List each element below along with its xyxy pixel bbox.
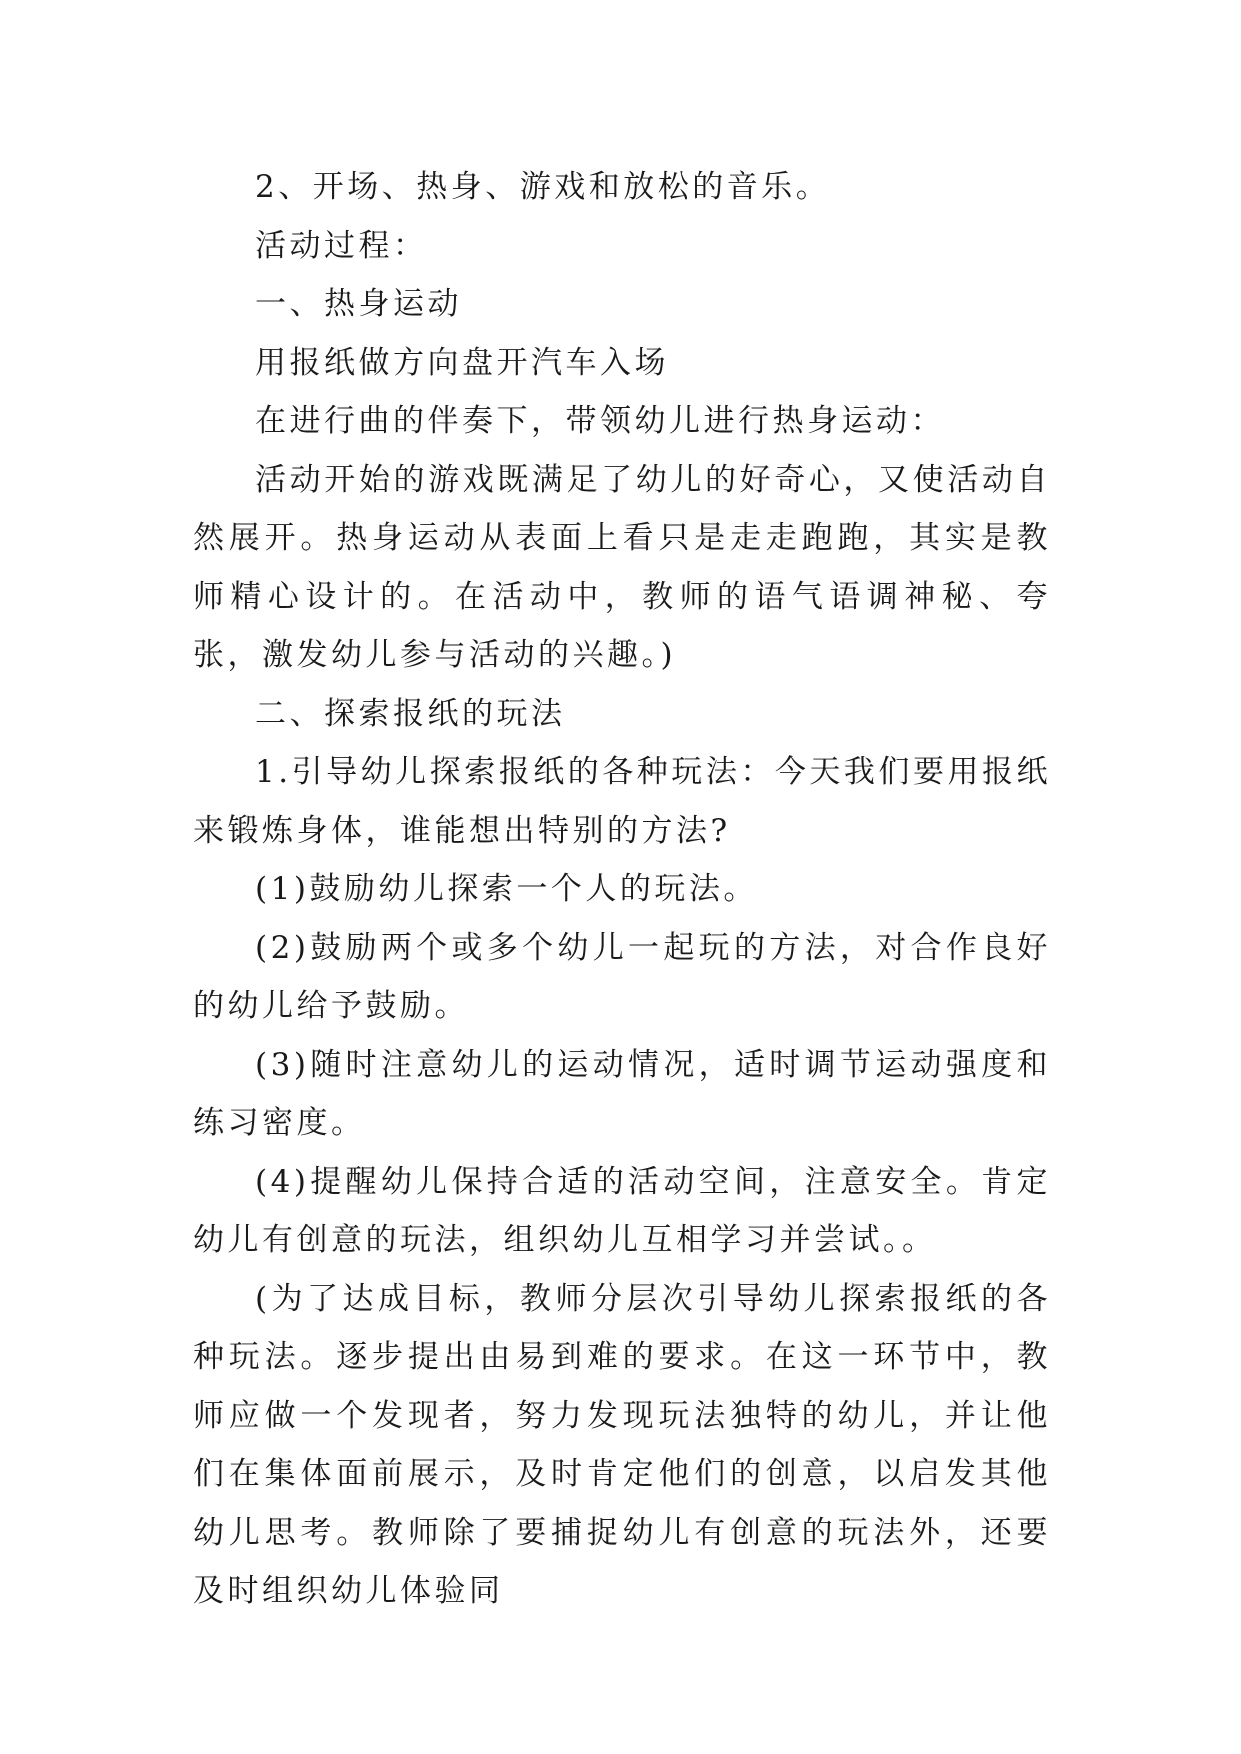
- paragraph-warmup-heading: 一、热身运动: [255, 286, 462, 322]
- paragraph-substep-4: (4)提醒幼儿保持合适的活动空间，注意安全。肯定幼儿有创意的玩法，组织幼儿互相学习并尝试。。: [193, 1163, 1051, 1258]
- paragraph-steering-wheel-entry: 用报纸做方向盘开汽车入场: [255, 344, 669, 381]
- paragraph-materials-music: 2、开场、热身、游戏和放松的音乐。: [255, 169, 831, 205]
- paragraph-substep-1: (1)鼓励幼儿探索一个人的玩法。: [255, 871, 758, 907]
- document-body: [193, 158, 1051, 1621]
- paragraph-substep-2: (2)鼓励两个或多个幼儿一起玩的方法，对合作良好的幼儿给予鼓励。: [193, 929, 1051, 1024]
- paragraph-warmup-commentary: 活动开始的游戏既满足了幼儿的好奇心，又使活动自然展开。热身运动从表面上看只是走走跑跑，其实是教师精心设计的。在活动中，教师的语气语调神秘、夸张，激发幼儿参与活动的兴趣。): [193, 461, 1051, 673]
- paragraph-explore-step-1: 1.引导幼儿探索报纸的各种玩法：今天我们要用报纸来锻炼身体，谁能想出特别的方法?: [193, 754, 1051, 849]
- paragraph-explore-heading: 二、探索报纸的玩法: [255, 695, 566, 732]
- paragraph-substep-3: (3)随时注意幼儿的运动情况，适时调节运动强度和练习密度。: [193, 1046, 1051, 1141]
- paragraph-activity-process-heading: 活动过程：: [255, 227, 428, 264]
- paragraph-march-warmup: 在进行曲的伴奏下，带领幼儿进行热身运动：: [255, 403, 945, 439]
- paragraph-explore-commentary: (为了达成目标，教师分层次引导幼儿探索报纸的各种玩法。逐步提出由易到难的要求。在这一环节中，教师应做一个发现者，努力发现玩法独特的幼儿，并让他们在集体面前展示，及时肯定他们的创意，以启发其他幼儿思考。教师除了要捕捉幼儿有创意的玩法外，还要及时组织幼儿体验同: [193, 1280, 1051, 1609]
